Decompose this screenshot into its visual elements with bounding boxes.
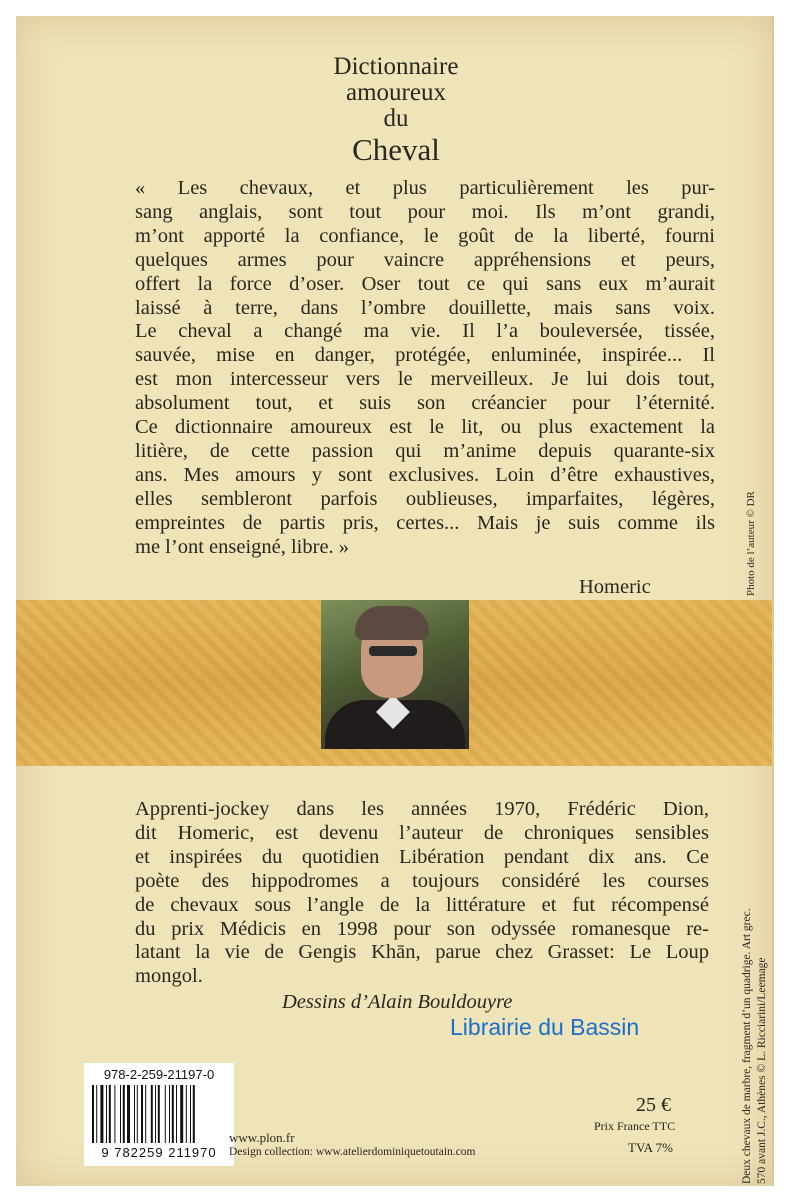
bio-line: et inspirées du quotidien Libération pendant dix ans. Ce (135, 845, 709, 868)
bio-line: du prix Médicis en 1998 pour son odyssée romanesque re- (135, 917, 709, 940)
quote-line: offert la force d’oser. Oser tout ce qui sans eux m’aurait (135, 272, 715, 295)
quote-line: Ce dictionnaire amoureux est le lit, ou plus exactement la (135, 416, 715, 439)
title-line-3: du (383, 105, 409, 132)
quote-line: m’ont apporté la confiance, le goût de la liberté, fourni (135, 224, 715, 247)
quote-line: me l’ont enseigné, libre. » (135, 535, 350, 558)
design-credit: Design collection: www.atelierdominiquetoutain.com (229, 1146, 476, 1158)
bookstore-stamp: Librairie du Bassin (450, 1014, 640, 1040)
quote-line: quelques armes pour vaincre appréhensions et peurs, (135, 248, 715, 271)
quote-line: « Les chevaux, et plus particulièrement les pur- (135, 177, 715, 199)
barcode-icon (92, 1085, 228, 1143)
title-line-4: Cheval (352, 132, 440, 167)
author-photo (321, 600, 469, 749)
bio-line: Apprenti-jockey dans les années 1970, Frédéric Dion, (135, 798, 709, 820)
photo-glasses (369, 646, 417, 656)
quote-line: elles sembleront parfois oublieuses, imparfaites, légères, (135, 487, 715, 510)
tva-rate: TVA 7% (628, 1140, 673, 1155)
ean-number: 9 782259 211970 (101, 1145, 217, 1160)
quote-line: Le cheval a changé ma vie. Il l’a bouleversée, tissée, (135, 320, 715, 343)
quote-line: est mon intercesseur vers le merveilleux. Je lui dois tout, (135, 368, 715, 391)
price-label: Prix France TTC (594, 1119, 676, 1133)
bio-line: dit Homeric, est devenu l’auteur de chroniques sensibles (135, 821, 709, 844)
title-line-1: Dictionnaire (333, 53, 459, 80)
bio-line: latant la vie de Gengis Khān, parue chez Grasset: Le Loup (135, 941, 709, 964)
bio-line: de chevaux sous l’angle de la littérature et fut récompensé (135, 893, 709, 916)
quote-line: absolument tout, et suis son créancier pour l’éternité. (135, 392, 715, 415)
quote-line: ans. Mes amours y sont exclusives. Loin d’être exhaustives, (135, 463, 715, 486)
publisher-website: www.plon.fr (229, 1130, 295, 1145)
barcode-label (84, 1063, 234, 1166)
quote-line: sauvée, mise en danger, protégée, enluminée, inspirée... Il (135, 344, 715, 367)
quote-line: empreintes de partis pris, certes... Mais je suis comme ils (135, 511, 715, 534)
photo-credit: Photo de l’auteur © DR (745, 491, 757, 596)
quote-line: laissé à terre, dans l’ombre douillette, mais sans voix. (135, 296, 715, 319)
book-back-cover (16, 16, 774, 1186)
bio-line: poète des hippodromes a toujours considéré les courses (135, 869, 709, 892)
quote-line: litière, de cette passion qui m’anime depuis quarante-six (135, 439, 715, 462)
isbn-number: 978-2-259-21197-0 (103, 1067, 215, 1082)
cover-credit-line-1: Deux chevaux de marbre, fragment d’un quadrige. Art grec. (741, 908, 753, 1184)
book-title (16, 54, 776, 168)
quote-author: Homeric (579, 576, 651, 598)
title-line-2: amoureux (346, 79, 446, 106)
price-amount: 25 € (636, 1094, 671, 1116)
author-bio (135, 798, 709, 989)
quote-text (135, 177, 715, 560)
cover-credit-line-2: 570 avant J.C., Athènes © L. Ricciarini/Leemage (756, 957, 768, 1184)
photo-hair (355, 606, 429, 640)
illustrator-credit: Dessins d’Alain Bouldouyre (282, 991, 513, 1013)
quote-line: sang anglais, sont tout pour moi. Ils m’ont grandi, (135, 200, 715, 223)
bio-line: mongol. (135, 965, 203, 988)
